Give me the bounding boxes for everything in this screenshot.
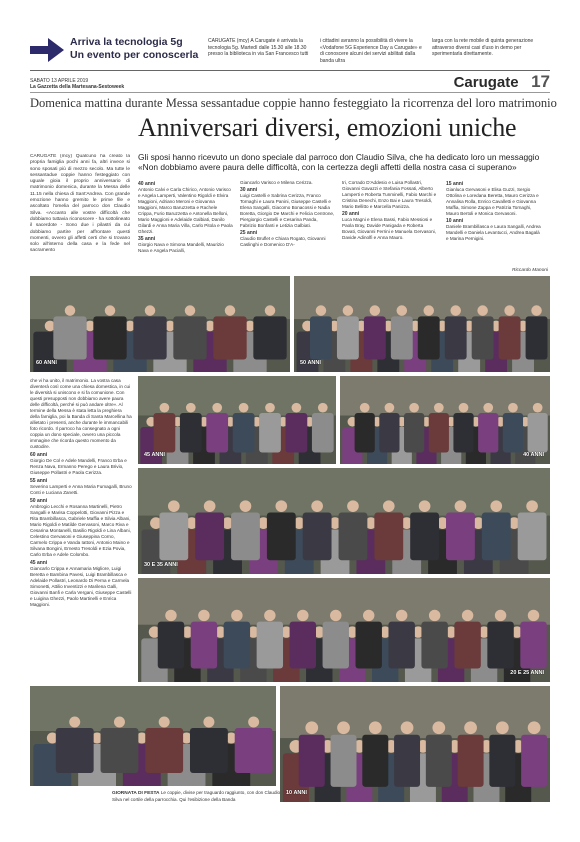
person-figure <box>362 735 388 787</box>
person-head <box>114 717 125 728</box>
person-figure <box>312 413 334 453</box>
person-head <box>264 610 275 621</box>
person-figure <box>303 513 332 561</box>
group-label: 25 anni <box>240 230 258 236</box>
person-figure <box>53 316 86 359</box>
group-names: Luigi Castelli e Sabrina Cerizza, Franco Tornaghi e Laura Panini, Giuseppe Castelli e Elena Sangalli, Giacomo Bonacossi e Nadia Boretta, Giorgio De Marchi e Felicia Centrone, Piergiorgio Castelli e Cesarina Panda, Fabrizio Bonfanti e Letizia Galbiati. <box>240 193 335 228</box>
person-figure <box>418 316 440 359</box>
person-head <box>305 721 318 734</box>
photo-label: 30 E 35 ANNI <box>144 562 178 568</box>
person-figure <box>410 513 439 561</box>
group-label: 50 anni <box>30 498 48 504</box>
person-head <box>240 500 252 512</box>
person-head <box>477 305 488 316</box>
person-head <box>185 305 196 316</box>
person-figure <box>323 622 349 669</box>
person-head <box>464 721 477 734</box>
person-head <box>533 403 543 413</box>
caption-text: Le coppie, divise per traguardo raggiunto, con don Claudio Silva nel cortile della parrocchia. Qui l'esibizione della Banda <box>112 790 281 802</box>
group-names: Daniele Brambillasca e Laura Sangalli, Andrea Mandelli e Daniela Levantucci, Andrea Bagalà e Marina Pernigini. <box>446 224 541 241</box>
person-head <box>239 403 249 413</box>
person-head <box>434 403 444 413</box>
person-head <box>145 305 156 316</box>
group-label: 45 anni <box>30 560 48 566</box>
person-figure <box>267 513 296 561</box>
teaser-column-2: i cittadini avranno la possibilità di vivere la «Vodafone 5G Experience Day a Carugate» e di conoscere alcuni dei servizi abilitati dalla banda ultra <box>320 38 422 64</box>
person-figure <box>159 513 188 561</box>
group-names: Claudio Bruflet e Chiara Rogato, Giovanni Caslinghi e Domenico D'A- <box>240 236 326 247</box>
person-figure <box>93 316 126 359</box>
teaser-column-3: larga con la rete mobile di quinta generazione attraverso diversi casi d'uso in demo per sperimentarla direttamente. <box>432 38 534 57</box>
names-column-2 <box>240 180 335 248</box>
person-figure <box>190 728 228 773</box>
person-figure <box>253 316 286 359</box>
person-head <box>496 721 509 734</box>
person-figure <box>454 622 480 669</box>
group-label: 15 anni <box>446 181 464 187</box>
divider <box>30 92 550 93</box>
person-figure <box>445 316 467 359</box>
person-head <box>450 305 461 316</box>
person-head <box>204 500 216 512</box>
group-names: Severino Lamperti e Anna Maria Fumagalli, Bruno Conti e Luciana Zanetti. <box>30 484 132 495</box>
group-names: Ambrogio Lecchi e Rosanna Martinelli, Pietro Sangalli e Marisa Coppelotti, Giovanni Pizza e Rita Brambillasca, Gabriele Maffia e Silvia Albani, Mario Rigoldi e Matilde Gervasoni, Marco Riva e Cesarina Montanelli, Basilio Rigoldi e Lina Albani, Celestino Gervasoni e Giuseppina Corno, Carmelo Crippa e Vanda Iattoni, Antonio Maino e Silvana Bongini, Ernesto Tresoldi e Ezia Povia, Carlo Erba e Adele Colombo. <box>30 504 131 557</box>
photo-45-anni <box>138 376 336 464</box>
issue-date: SABATO 13 APRILE 2019 <box>30 78 89 84</box>
person-head <box>459 403 469 413</box>
person-figure <box>489 735 515 787</box>
group-label: 10 anni <box>446 218 464 224</box>
person-head <box>462 610 473 621</box>
person-head <box>265 403 275 413</box>
person-head <box>385 403 395 413</box>
person-figure <box>235 728 273 773</box>
photo-illustration <box>340 376 550 464</box>
photo-illustration <box>30 686 276 786</box>
continuation-text: che vi ha unito, il matrimonio. La vostra casa diventerà così come una chiesa domestica, in cui le diversità si uniscono e si fa comunione. Con questi presupposti non dobbiamo avere paura delle difficoltà, perché si può andare oltre». Al termine della Messa è stata letta la preghiera della famiglia, poi la Banda di Santa Marcellina ha allietato i presenti, anche durante le immancabili foto ricordo. Il parroco ha consegnato a ogni coppia un dono speciale, ovvero una piccola immagine che ricorda questo momento da custodire. <box>30 378 132 449</box>
person-head <box>343 305 354 316</box>
person-head <box>159 717 170 728</box>
photo-caption <box>112 790 282 803</box>
person-figure <box>404 413 424 453</box>
group-photo <box>30 276 290 372</box>
person-head <box>508 403 518 413</box>
names-column-4 <box>446 180 541 242</box>
person-head <box>526 500 538 512</box>
group-photo <box>138 468 550 574</box>
person-figure <box>206 413 228 453</box>
photo-20-25-anni <box>138 578 550 682</box>
person-figure <box>355 413 375 453</box>
person-head <box>318 403 328 413</box>
photo-illustration <box>30 276 290 372</box>
person-figure <box>101 728 139 773</box>
person-figure <box>224 622 250 669</box>
photo-50-anni <box>294 276 550 372</box>
person-head <box>225 305 236 316</box>
person-head <box>495 610 506 621</box>
person-figure <box>286 413 308 453</box>
person-figure <box>487 622 513 669</box>
photo-10-anni <box>280 686 550 802</box>
photo-illustration <box>280 686 550 802</box>
article-headline: Anniversari diversi, emozioni uniche <box>138 113 517 142</box>
group-names: Luca Magni e Elena Bassi, Fabio Messiosi e Paola Bray, Davide Panigada e Roberta Bovati, Giovanni Ferrini e Manuela Gervasoni, Davide Adinolfi e Anna Mauro. <box>342 217 436 240</box>
person-head <box>504 305 515 316</box>
person-figure <box>453 413 473 453</box>
page-number: 17 <box>531 72 550 91</box>
photo-label: 45 ANNI <box>144 452 165 458</box>
person-head <box>316 305 327 316</box>
person-head <box>396 610 407 621</box>
person-figure <box>337 316 359 359</box>
person-head <box>297 610 308 621</box>
group-label: 20 anni <box>342 211 360 217</box>
person-figure <box>195 513 224 561</box>
person-figure <box>391 316 413 359</box>
caption-head: GIORNATA DI FESTA <box>112 791 160 796</box>
person-figure <box>526 316 548 359</box>
person-head <box>292 403 302 413</box>
person-head <box>248 717 259 728</box>
teaser-title-line2: Un evento per conoscerla <box>70 49 199 61</box>
person-figure <box>299 735 325 787</box>
names-column-1 <box>138 180 233 254</box>
photo-60-anni <box>30 276 290 372</box>
person-head <box>455 500 467 512</box>
person-figure <box>173 316 206 359</box>
group-names: Gianluca Gervasoni e Elisa Guzzi, Sergio Ottolina e Loredana Beretta, Mauro Cerizza e Annalisa Rolla, Enrico Cavalletti e Giovanna Maffia, Simone Zappa e Patrizia Tornaghi, Mauro Bertoli e Monica Gervasoni. <box>446 187 539 216</box>
group-names: Giancarlo Varisco e Milena Cerizza. <box>240 180 313 185</box>
person-figure <box>191 622 217 669</box>
names-column-3 <box>342 180 437 241</box>
person-head <box>65 305 76 316</box>
person-head <box>419 500 431 512</box>
person-head <box>69 717 80 728</box>
person-figure <box>518 513 547 561</box>
person-head <box>409 403 419 413</box>
person-figure <box>446 513 475 561</box>
group-label: 30 anni <box>240 187 258 193</box>
photo-40-anni <box>340 376 550 464</box>
person-head <box>330 610 341 621</box>
person-figure <box>158 622 184 669</box>
article-lead: CARUGATE (mcy) Qualcuno ha creato la propria famiglia pochi anni fa, altri invece si sono sposati più di mezzo secolo. Ma tutte le sessantadue coppie hanno festeggiato con uguale gioia il proprio anniversario di matrimonio domenica, durante la Messa delle 11.15 nella chiesa di Sant'Andrea. Con grande emozione hanno gremito le prime file e ascoltato l'omelia del parroco don Claudio Silva. «Accanto alle vostre difficoltà che dobbiamo tuttavia riconoscere - ha sottolineato il sacerdote - Sono due i pilastri da cui dobbiamo partire per affrontare questi momenti, ovvero gli affetti certi che si trovano solo all'interno della casa e la fede nel sacramento <box>30 154 130 254</box>
person-head <box>337 721 350 734</box>
group-photo <box>138 376 336 464</box>
person-figure <box>379 413 399 453</box>
person-figure <box>421 622 447 669</box>
person-head <box>369 721 382 734</box>
person-figure <box>394 735 420 787</box>
person-head <box>212 403 222 413</box>
group-names: Giorgio Nava e Simona Mandelli, Maurizio Nava e Angela Pacialli, <box>138 242 224 253</box>
person-figure <box>339 513 368 561</box>
person-head <box>168 500 180 512</box>
person-figure <box>472 316 494 359</box>
person-figure <box>290 622 316 669</box>
photo-label: 50 ANNI <box>300 360 321 366</box>
person-head <box>275 500 287 512</box>
person-head <box>397 305 408 316</box>
group-photo <box>138 578 550 682</box>
person-figure <box>259 413 281 453</box>
person-head <box>231 610 242 621</box>
person-figure <box>528 413 548 453</box>
group-names: Antonio Calvi e Carla Chirico, Antonio Varisco e Angela Lamperti, Valentino Rigoldi e Elvira Maggioni, Adriano Meroni e Giovanna Maggioni, Marco Baruzzetta e Rachele Crippa, Furio Baruzzetta e Antonella Belloni, Mario Maggioni e Adelaide Galbiati, Danilo Gilardi e Anna Maria Villa, Carlo Pitola e Paola Ghezzi. <box>138 187 233 234</box>
group-label: 40 anni <box>138 181 156 187</box>
person-head <box>311 500 323 512</box>
person-head <box>490 500 502 512</box>
group-names: tri, Corrado D'Addesio e Luisa Pollastri, Giovanni Gavazzi e Stefania Fossati, Alberto Lamperti e Roberta Tunminelli, Fabio Marchi e Cristina Denechi, Enzo Bai e Laura Tresoldi, Mario Bellitto e Marcella Panizza. <box>342 180 437 209</box>
person-figure <box>458 735 484 787</box>
group-photo <box>340 376 550 464</box>
person-figure <box>56 728 94 773</box>
photo-banda <box>30 686 276 786</box>
person-figure <box>521 735 547 787</box>
group-label: 60 anni <box>30 452 48 458</box>
teaser-column-1: CARUGATE (mcy) A Carugate è arrivata la tecnologia 5g. Martedì dalle 15.30 alle 18.30 presso la biblioteca in via San Francesco tutti <box>208 38 309 57</box>
person-head <box>198 610 209 621</box>
masthead-info <box>30 78 124 90</box>
paper-name: La Gazzetta della Martesana-Sestoweek <box>30 84 125 90</box>
group-photo <box>280 686 550 802</box>
teaser-title-line1: Arriva la tecnologia 5g <box>70 36 183 48</box>
person-head <box>203 717 214 728</box>
person-figure <box>213 316 246 359</box>
photo-illustration <box>138 376 336 464</box>
person-head <box>360 403 370 413</box>
photo-30-35-anni <box>138 468 550 574</box>
person-head <box>105 305 116 316</box>
person-head <box>401 721 414 734</box>
person-head <box>160 403 170 413</box>
photo-label: 40 ANNI <box>523 452 544 458</box>
photo-label: 60 ANNI <box>36 360 57 366</box>
person-head <box>265 305 276 316</box>
person-figure <box>429 413 449 453</box>
person-figure <box>331 735 357 787</box>
photo-label: 20 E 25 ANNI <box>510 670 544 676</box>
person-head <box>429 610 440 621</box>
article-kicker: Domenica mattina durante Messa sessantadue coppie hanno festeggiato la ricorrenza del loro matrimonio <box>30 96 557 110</box>
person-head <box>423 305 434 316</box>
person-figure <box>478 413 498 453</box>
person-head <box>363 610 374 621</box>
teaser-bar <box>30 36 550 66</box>
person-figure <box>154 413 176 453</box>
teaser-title <box>70 36 230 62</box>
divider <box>30 70 550 71</box>
person-figure <box>233 413 255 453</box>
person-figure <box>388 622 414 669</box>
section-name: Carugate <box>453 74 519 91</box>
person-head <box>528 610 539 621</box>
person-figure <box>310 316 332 359</box>
person-head <box>347 500 359 512</box>
group-names: Giorgio De Col e Adele Mandelli, Franco Erba e Renza Nava, Ermanno Perego e Laura Brivio, Giuseppe Pollastri e Paola Cerizza. <box>30 458 127 475</box>
person-figure <box>180 413 202 453</box>
byline: Riccardo Manoni <box>512 268 548 273</box>
person-head <box>165 610 176 621</box>
person-figure <box>520 622 546 669</box>
group-photo <box>30 686 276 786</box>
person-head <box>531 305 542 316</box>
photo-label: 10 ANNI <box>286 790 307 796</box>
person-head <box>186 403 196 413</box>
person-head <box>370 305 381 316</box>
person-figure <box>145 728 183 773</box>
arrow-right-icon <box>30 38 64 62</box>
person-figure <box>364 316 386 359</box>
article-standfirst: Gli sposi hanno ricevuto un dono speciale dal parroco don Claudio Silva, che ha dedicato loro un messaggio «Non dobbiamo avere paura delle difficoltà, con la certezza degli affetti della nostra casa ci superano» <box>138 152 540 172</box>
article-continuation <box>30 378 132 608</box>
section-header <box>454 72 550 92</box>
person-figure <box>426 735 452 787</box>
person-figure <box>374 513 403 561</box>
person-head <box>432 721 445 734</box>
group-photo <box>294 276 550 372</box>
person-head <box>483 403 493 413</box>
person-figure <box>499 316 521 359</box>
person-head <box>528 721 541 734</box>
photo-illustration <box>294 276 550 372</box>
person-figure <box>482 513 511 561</box>
group-names: Giancarlo Crippa e Annamaria Migliore, Luigi Beretta e Bambina Pavesi, Luigi Brambillasca e Adelaide Pollastri, Leonardo Di Perna e Carmela Simonetti, Attilio Inventizzi e Marilena Galli, Giovanni Banfi e Carla Vergani, Giuseppe Castelli e Luigina Ghezzi, Paolo Martinelli e Enrica Maggioni. <box>30 566 132 607</box>
person-figure <box>257 622 283 669</box>
person-figure <box>503 413 523 453</box>
group-label: 35 anni <box>138 236 156 242</box>
photo-illustration <box>138 578 550 682</box>
photo-illustration <box>138 468 550 574</box>
person-figure <box>133 316 166 359</box>
person-figure <box>356 622 382 669</box>
person-figure <box>231 513 260 561</box>
person-head <box>383 500 395 512</box>
group-label: 55 anni <box>30 478 48 484</box>
